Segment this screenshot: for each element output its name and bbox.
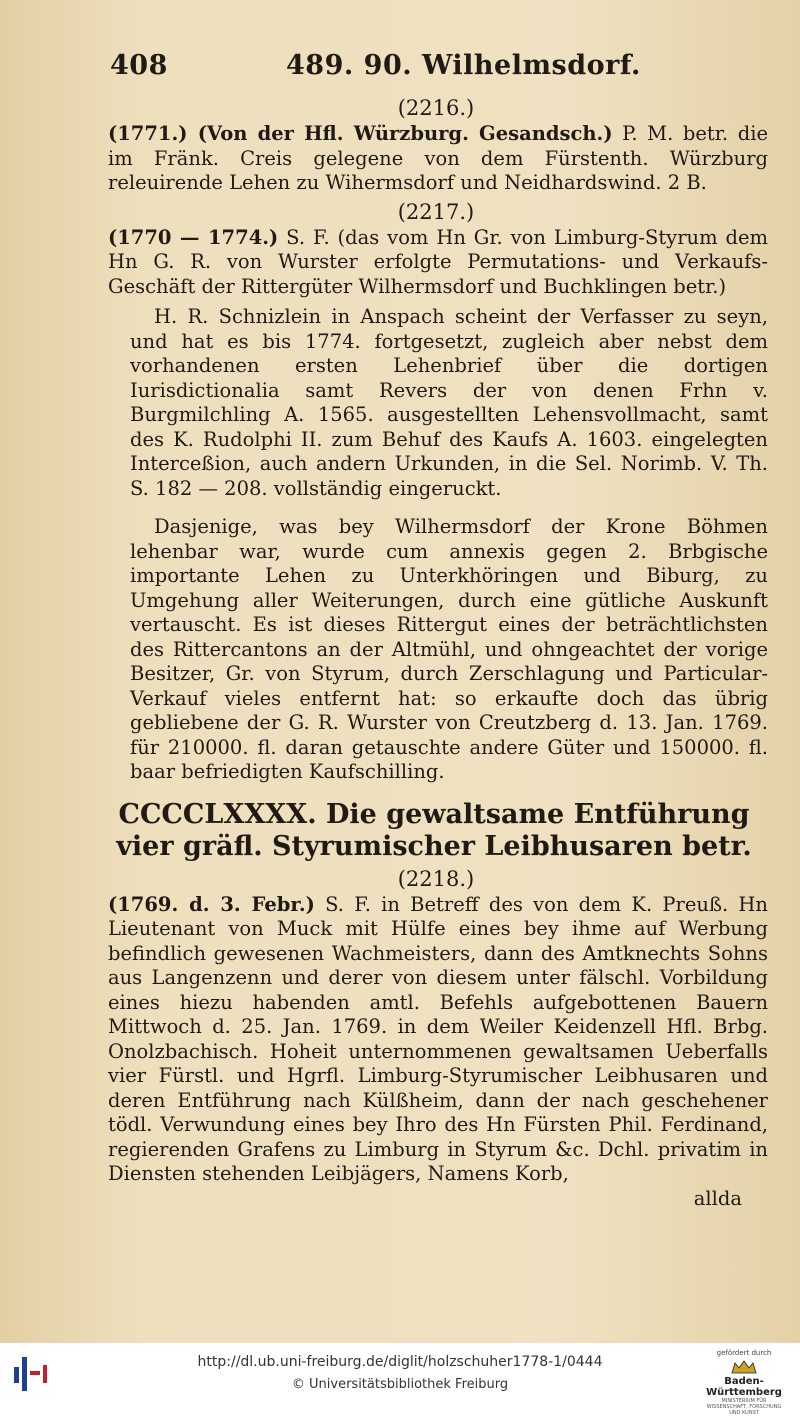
catalog-entry bbox=[108, 122, 768, 196]
running-title: 489. 90. Wilhelmsdorf. bbox=[286, 50, 641, 81]
entry-date-source: (1771.) (Von der Hfl. Würzburg. Gesandsch.) bbox=[108, 122, 613, 145]
catalog-entry bbox=[108, 893, 768, 1187]
commentary-paragraph: Dasjenige, was bey Wilhermsdorf der Krone Böhmen lehenbar war, wurde cum annexis gegen 2. Brbgische importante Lehen zu Unterkhöringen und Biburg, zu Umgehung aller Weiterungen, durch eine gütliche Auskunft vertauscht. Es ist dieses Rittergut eines der beträchtlichsten des Rittercantons an der Altmühl, und ohngeachtet der vorige Besitzer, Gr. von Styrum, durch Zerschlagung und Particular-Verkauf vieles entfernt hat: so erkaufte doch das übrig gebliebene der G. R. Wurster von Creutzberg d. 13. Jan. 1769. für 210000. fl. daran getauschte andere Güter und 150000. fl. baar befriedigten Kaufschilling. bbox=[130, 515, 768, 783]
sponsor-subtitle: MINISTERIUM FÜR WISSENSCHAFT, FORSCHUNG UND KUNST bbox=[706, 1398, 782, 1416]
document-url[interactable]: http://dl.ub.uni-freiburg.de/diglit/holzschuher1778-1/0444 bbox=[197, 1354, 603, 1370]
catalog-entry bbox=[108, 226, 768, 300]
sponsor-name: Baden-Württemberg bbox=[706, 1376, 782, 1398]
page-content bbox=[100, 40, 772, 1210]
sponsor-top-text: gefördert durch bbox=[716, 1349, 772, 1357]
text-body bbox=[100, 96, 772, 1210]
sponsor-logo bbox=[702, 1349, 786, 1416]
section-heading: CCCCLXXXX. Die gewaltsame Entführung vier gräfl. Styrumischer Leibhusaren betr. bbox=[116, 798, 752, 862]
entry-date-source: (1769. d. 3. Febr.) bbox=[108, 892, 315, 916]
footer-bar bbox=[0, 1343, 800, 1416]
document-number: (2216.) bbox=[397, 96, 475, 120]
entry-text: S. F. (das vom Hn Gr. von Limburg-Styrum dem Hn G. R. von Wurster erfolgte Permutations- und Verkaufs-Geschäft der Rittergüter Wilhermsdorf und Buchklingen betr.) bbox=[108, 225, 768, 298]
entry-text: P. M. betr. die im Fränk. Creis gelegene von dem Fürstenth. Würzburg releuirende Lehen zu Wihermsdorf und Neidhardswind. 2 B. bbox=[108, 122, 768, 194]
running-head bbox=[100, 40, 772, 92]
page-number: 408 bbox=[110, 50, 168, 81]
baden-wuerttemberg-lion-icon bbox=[729, 1359, 759, 1375]
copyright-line: © Universitätsbibliothek Freiburg bbox=[291, 1377, 509, 1392]
catchword: allda bbox=[693, 1186, 742, 1210]
document-number: (2217.) bbox=[397, 199, 475, 224]
document-number: (2218.) bbox=[397, 866, 475, 891]
entry-date-source: (1770 — 1774.) bbox=[108, 225, 279, 249]
commentary-paragraph: H. R. Schnizlein in Anspach scheint der Verfasser zu seyn, und hat es bis 1774. fortgesetzt, zugleich aber nebst dem vorhandenen ersten Lehenbrief über die dortigen Iurisdictionalia samt Revers der von denen Frhn v. Burgmilchling A. 1565. ausgestellten Lehensvollmacht, samt des K. Rudolphi II. zum Behuf des Kaufs A. 1603. eingelegten Interceßion, auch andern Urkunden, in die Sel. Norimb. V. Th. S. 182 — 208. vollständig eingeruckt. bbox=[130, 305, 768, 500]
entry-text: S. F. in Betreff des von dem K. Preuß. Hn Lieutenant von Muck mit Hülfe eines bey ihme auf Werbung befindlich gewesenen Wachmeisters, dann des Amtknechts Sohns aus Langenzenn und derer von diesem unter fälschl. Vorbildung eines hiezu habenden amtl. Befehls aufgebottenen Bauern Mittwoch d. 25. Jan. 1769. in dem Weiler Keidenzell Hfl. Brbg. Onolzbachisch. Hoheit unternommenen gewaltsamen Ueberfalls vier Fürstl. und Hgrfl. Limburg-Styrumischer Leibhusaren und deren Entführung nach Külßheim, dann der nach geschehener tödl. Verwundung eines bey Ihro des Hn Fürsten Phil. Ferdinand, regierenden Grafens zu Limburg in Styrum &c. Dchl. privatim in Diensten stehenden Leibjägers, Namens Korb, bbox=[108, 892, 768, 1185]
